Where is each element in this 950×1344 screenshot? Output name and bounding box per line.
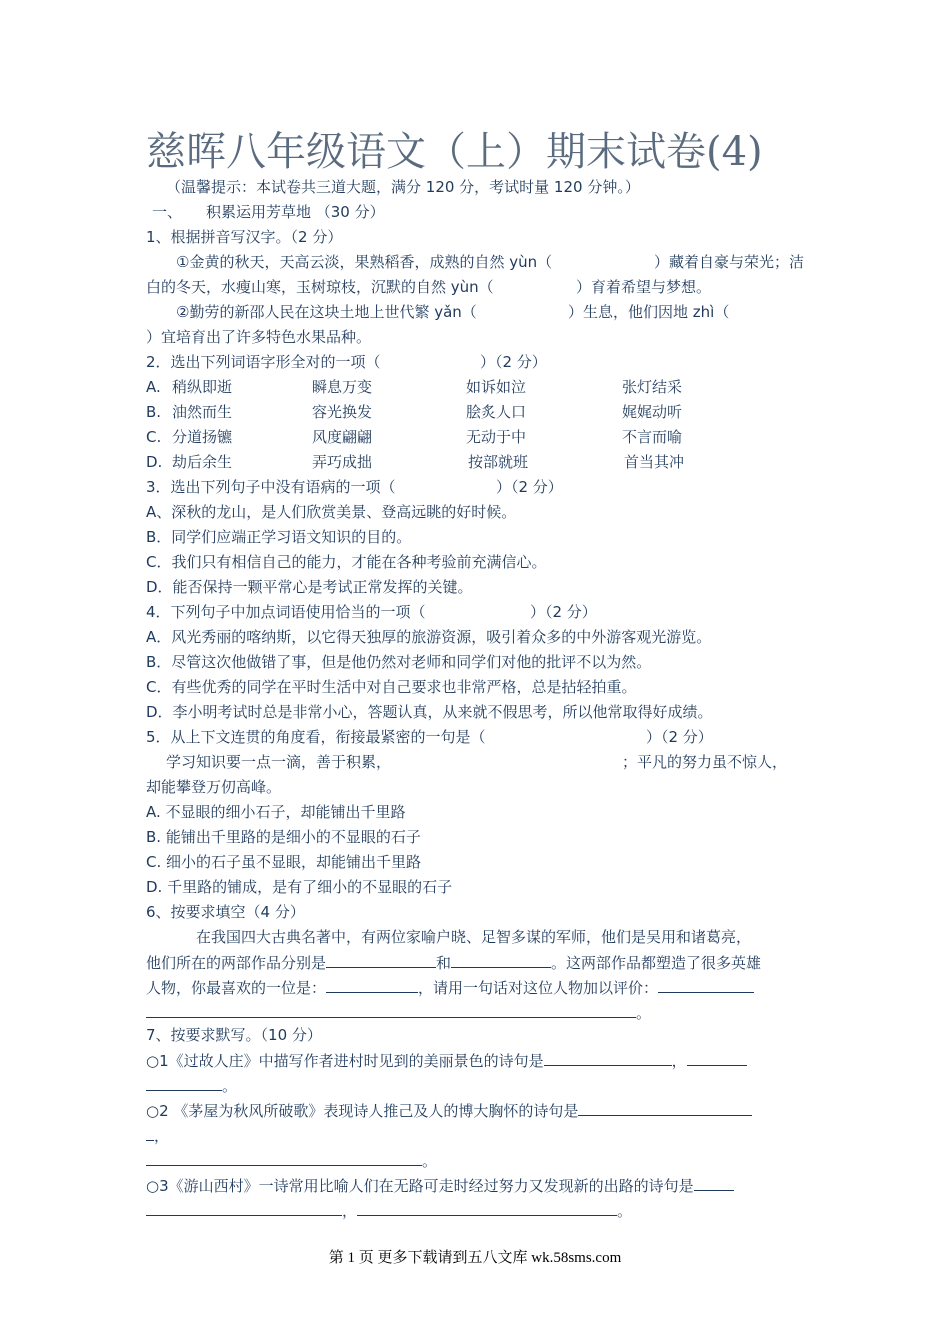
q3-option-a: A、深秋的龙山，是人们欣赏美景、登高远眺的好时候。 [146, 503, 517, 521]
q2-heading-tail: ）（2 分） [480, 353, 547, 371]
option-word: 油然而生 [172, 403, 233, 421]
option-letter: A. [146, 378, 161, 396]
q1-line1-b: ）藏着自豪与荣光；洁 [654, 253, 805, 271]
option-word: 如诉如泣 [466, 378, 527, 396]
q5-passage-a: 学习知识要一点一滴，善于积累， [166, 753, 392, 771]
q7-item1-cont [146, 1074, 237, 1097]
page-footer: 第 1 页 更多下载请到五八文库 wk.58sms.com [328, 1250, 622, 1266]
q3-heading: 3．选出下列句子中没有语病的一项（ [146, 478, 396, 496]
page-title: 慈晖八年级语文（上）期末试卷(4) [146, 129, 763, 175]
q6-line2-c: 。这两部作品都塑造了很多英雄 [551, 954, 762, 972]
q7-item3 [146, 1174, 734, 1197]
q6-line3 [146, 976, 754, 999]
q5-heading-tail: ）（2 分） [646, 728, 713, 746]
q4-heading: 4．下列句子中加点词语使用恰当的一项（ [146, 603, 426, 621]
q4-heading-tail: ）（2 分） [530, 603, 597, 621]
q7-item2-cont2 [146, 1149, 437, 1172]
option-letter: D. [146, 453, 163, 471]
q7-item3-end: 。 [617, 1202, 633, 1220]
option-word: 不言而喻 [622, 428, 683, 446]
option-word: 按部就班 [468, 453, 529, 471]
q1-heading: 1、根据拼音写汉字。（2 分） [146, 228, 343, 246]
q6-line2-a: 他们所在的两部作品分别是 [146, 954, 327, 972]
q5-heading: 5．从上下文连贯的角度看，衔接最紧密的一句是（ [146, 728, 486, 746]
q1-line4: ）宜培育出了许多特色水果品种。 [146, 328, 372, 346]
q3-heading-tail: ）（2 分） [496, 478, 563, 496]
answer-blank[interactable] [357, 1199, 617, 1216]
q7-item1 [146, 1049, 747, 1072]
q1-line2-a: 白的冬天，水瘦山寒，玉树琼枝，沉默的自然 yùn（ [146, 278, 494, 296]
option-word: 张灯结采 [622, 378, 683, 396]
q6-line3-b: ，请用一句话对这位人物加以评价： [418, 979, 659, 997]
q6-line2-b: 和 [436, 954, 452, 972]
answer-blank[interactable] [451, 951, 551, 968]
q7-item2-comma: ， [154, 1127, 170, 1145]
option-word: 劫后余生 [172, 453, 233, 471]
q7-item3-text: ○3《游山西村》一诗常用比喻人们在无路可走时经过努力又发现新的出路的诗句是 [146, 1177, 694, 1195]
answer-blank[interactable] [687, 1049, 747, 1066]
answer-blank[interactable] [146, 1149, 422, 1166]
q5-option-a: A. 不显眼的细小石子，却能铺出千里路 [146, 803, 406, 821]
q7-item2-cont [146, 1124, 169, 1147]
q2-option-row [146, 376, 826, 398]
q1-line1-a: ①金黄的秋天，天高云淡，果熟稻香，成熟的自然 yùn（ [176, 253, 553, 271]
q5-option-c: C. 细小的石子虽不显眼，却能铺出千里路 [146, 853, 422, 871]
q1-line3-a: ②勤劳的新邵人民在这块土地上世代繁 yǎn（ [176, 303, 477, 321]
option-word: 弄巧成拙 [312, 453, 373, 471]
q1-line3-b: ）生息，他们因地 zhì（ [568, 303, 730, 321]
section-title: 积累运用芳草地 （30 分） [206, 203, 385, 221]
option-word: 脍炙人口 [466, 403, 527, 421]
q7-item2-end: 。 [422, 1152, 438, 1170]
section-number: 一、 [152, 203, 183, 221]
q5-passage-b: ；平凡的努力虽不惊人， [622, 753, 788, 771]
answer-blank[interactable] [146, 1124, 154, 1141]
answer-blank[interactable] [694, 1174, 734, 1191]
q3-option-d: D．能否保持一颗平常心是考试正常发挥的关键。 [146, 578, 473, 596]
q7-heading: 7、按要求默写。（10 分） [146, 1026, 322, 1044]
q2-heading: 2．选出下列词语字形全对的一项（ [146, 353, 381, 371]
q2-option-row [146, 426, 826, 448]
answer-blank[interactable] [146, 1199, 342, 1216]
q2-option-row [146, 401, 826, 423]
q5-passage-c: 却能攀登万仞高峰。 [146, 778, 282, 796]
q6-heading: 6、按要求填空（4 分） [146, 903, 305, 921]
answer-blank[interactable] [658, 976, 754, 993]
q5-option-d: D. 千里路的铺成，是有了细小的不显眼的石子 [146, 878, 453, 896]
q6-line4-end: 。 [636, 1004, 652, 1022]
option-word: 首当其冲 [624, 453, 685, 471]
q1-line2-b: ）育着希望与梦想。 [576, 278, 712, 296]
q6-line1: 在我国四大古典名著中，有两位家喻户晓、足智多谋的军师，他们是吴用和诸葛亮， [196, 928, 752, 946]
q7-item3-cont [146, 1199, 632, 1222]
q2-option-row [146, 451, 826, 473]
q6-line2 [146, 951, 761, 974]
q4-option-a: A．风光秀丽的喀纳斯，以它得天独厚的旅游资源，吸引着众多的中外游客观光游览。 [146, 628, 712, 646]
option-word: 无动于中 [466, 428, 527, 446]
q7-item2-text: ○2 《茅屋为秋风所破歌》表现诗人推己及人的博大胸怀的诗句是 [146, 1102, 579, 1120]
option-letter: B. [146, 403, 162, 421]
option-word: 娓娓动听 [622, 403, 683, 421]
option-word: 容光换发 [312, 403, 373, 421]
q3-option-c: C．我们只有相信自己的能力，才能在各种考验前充满信心。 [146, 553, 547, 571]
option-word: 瞬息万变 [312, 378, 373, 396]
answer-blank[interactable] [326, 951, 436, 968]
option-word: 风度翩翩 [312, 428, 373, 446]
option-word: 稍纵即逝 [172, 378, 233, 396]
answer-blank[interactable] [146, 1001, 636, 1018]
q6-line3-a: 人物，你最喜欢的一位是： [146, 979, 327, 997]
q3-option-b: B．同学们应端正学习语文知识的目的。 [146, 528, 412, 546]
option-word: 分道扬镳 [172, 428, 233, 446]
answer-blank[interactable] [146, 1074, 222, 1091]
answer-blank[interactable] [544, 1049, 672, 1066]
q4-option-b: B．尽管这次他做错了事，但是他仍然对老师和同学们对他的批评不以为然。 [146, 653, 652, 671]
q6-line4 [146, 1001, 651, 1024]
q7-item1-end: 。 [222, 1077, 238, 1095]
q7-item2 [146, 1099, 752, 1122]
answer-blank[interactable] [326, 976, 418, 993]
answer-blank[interactable] [578, 1099, 752, 1116]
option-letter: C. [146, 428, 162, 446]
q4-option-c: C．有些优秀的同学在平时生活中对自己要求也非常严格，总是拈轻拍重。 [146, 678, 637, 696]
q7-item3-comma: ， [342, 1202, 358, 1220]
q5-option-b: B. 能铺出千里路的是细小的不显眼的石子 [146, 828, 421, 846]
q7-item1-comma: ， [671, 1052, 687, 1070]
q4-option-d: D．李小明考试时总是非常小心，答题认真，从来就不假思考，所以他常取得好成绩。 [146, 703, 713, 721]
exam-tip: （温馨提示：本试卷共三道大题，满分 120 分，考试时量 120 分钟。） [166, 178, 640, 196]
q7-item1-text: ○1《过故人庄》中描写作者进村时见到的美丽景色的诗句是 [146, 1052, 544, 1070]
